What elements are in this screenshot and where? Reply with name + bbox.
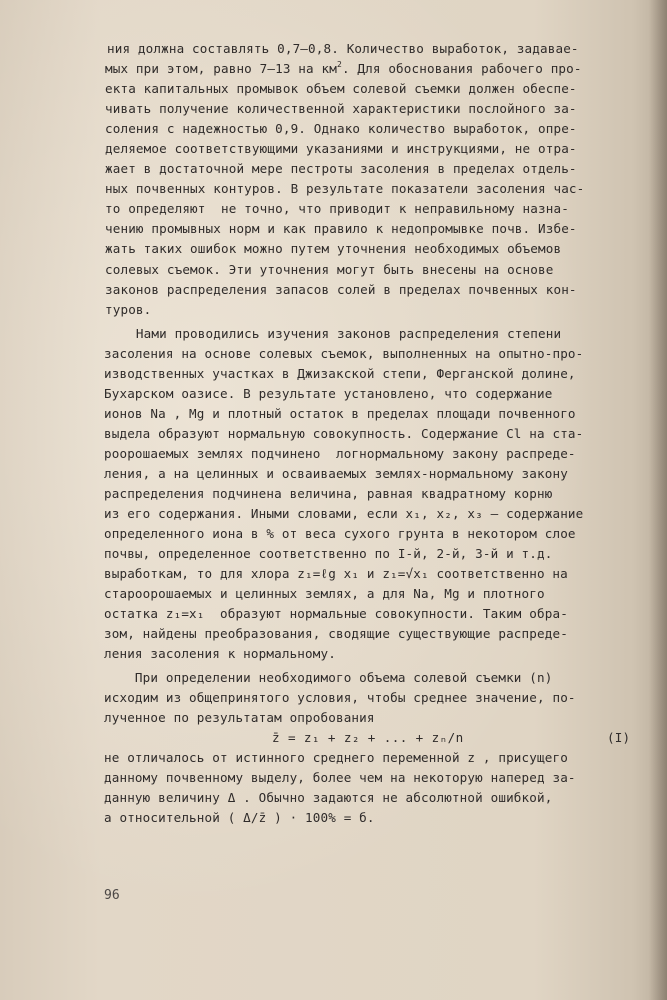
text-line: выработкам, то для хлора z₁=ℓg x₁ и z₁=√x₁ соответственно на bbox=[104, 566, 568, 581]
text-line: роорошаемых землях подчинено логнормальному закону распреде- bbox=[104, 446, 576, 461]
text-line: староорошаемых и целинных землях, а для Na, Mg и плотного bbox=[104, 586, 545, 601]
text-line: ионов Na , Mg и плотный остаток в пределах площади почвенного bbox=[104, 406, 576, 421]
text-line: мых при этом, равно 7–13 на $км^2$. Для обоснования рабочего про- bbox=[105, 60, 582, 76]
text-line: ления засоления к нормальному. bbox=[104, 646, 336, 661]
text-line: почвы, определенное соответственно по I-й, 2-й, 3-й и т.д. bbox=[104, 546, 553, 561]
superscript: 2 bbox=[336, 60, 342, 69]
text-line: изводственных участках в Джизакской степи, Ферганской долине, bbox=[104, 366, 576, 381]
text-line: туров. bbox=[105, 302, 152, 317]
text-line: не отличалось от истинного среднего переменной z , присущего bbox=[104, 750, 568, 765]
page-number: 96 bbox=[104, 888, 120, 903]
text-line: а относительной ( Δ/z̄ ) · 100% = б. bbox=[104, 810, 375, 825]
text-line: лученное по результатам опробования bbox=[104, 710, 375, 725]
text-line: солевых съемок. Эти уточнения могут быть внесены на основе bbox=[105, 262, 554, 277]
text-line: то определяют не точно, что приводит к неправильному назна- bbox=[105, 201, 569, 216]
text-line: екта капитальных промывок объем солевой съемки должен обеспе- bbox=[105, 81, 577, 96]
formula-mean: z̄ = z₁ + z₂ + ... + zₙ/n bbox=[272, 730, 464, 745]
text-line: данному почвенному выделу, более чем на некоторую наперед за- bbox=[104, 770, 576, 785]
text-line: ления, а на целинных и осваиваемых землях-нормальному закону bbox=[104, 466, 568, 481]
text-line: чивать получение количественной характеристики послойного за- bbox=[105, 101, 577, 116]
text-line: выдела образуют нормальную совокупность. Содержание Cl на ста- bbox=[104, 426, 584, 441]
text-line: При определении необходимого объема солевой съемки (n) bbox=[104, 670, 553, 685]
text-line: законов распределения запасов солей в пределах почвенных кон- bbox=[105, 282, 577, 297]
text-line: исходим из общепринятого условия, чтобы среднее значение, по- bbox=[104, 690, 576, 705]
text-line: соления с надежностью 0,9. Однако количество выработок, опре- bbox=[105, 121, 577, 136]
text-line: данную величину Δ . Обычно задаются не абсолютной ошибкой, bbox=[104, 790, 553, 805]
text-line: зом, найдены преобразования, сводящие существующие распреде- bbox=[104, 626, 568, 641]
text-line: ния должна составлять 0,7–0,8. Количество выработок, задавае- bbox=[107, 41, 579, 56]
text-line: из его содержания. Иными словами, если x₁, x₂, x₃ – содержание bbox=[104, 506, 584, 521]
text-line: распределения подчинена величина, равная квадратному корню bbox=[104, 486, 553, 501]
text-line: жать таких ошибок можно путем уточнения необходимых объемов bbox=[105, 241, 562, 256]
text-line: остатка z₁=x₁ образуют нормальные совокупности. Таким обра- bbox=[104, 606, 568, 621]
equation-number: (I) bbox=[607, 730, 631, 745]
text-line: жает в достаточной мере пестроты засоления в пределах отдель- bbox=[105, 161, 577, 176]
text-line: определенного иона в % от веса сухого грунта в некотором слое bbox=[104, 526, 576, 541]
text-line: деляемое соответствующими указаниями и инструкциями, не отра- bbox=[105, 141, 577, 156]
text-line: Нами проводились изучения законов распределения степени bbox=[105, 326, 562, 341]
text-line: Бухарском оазисе. В результате установлено, что содержание bbox=[104, 386, 553, 401]
text-line: ных почвенных контуров. В результате показатели засоления час- bbox=[105, 181, 585, 196]
text-line: засоления на основе солевых съемок, выполненных на опытно-про- bbox=[104, 346, 584, 361]
text-line: чению промывных норм и как правило к недопромывке почв. Избе- bbox=[105, 221, 577, 236]
